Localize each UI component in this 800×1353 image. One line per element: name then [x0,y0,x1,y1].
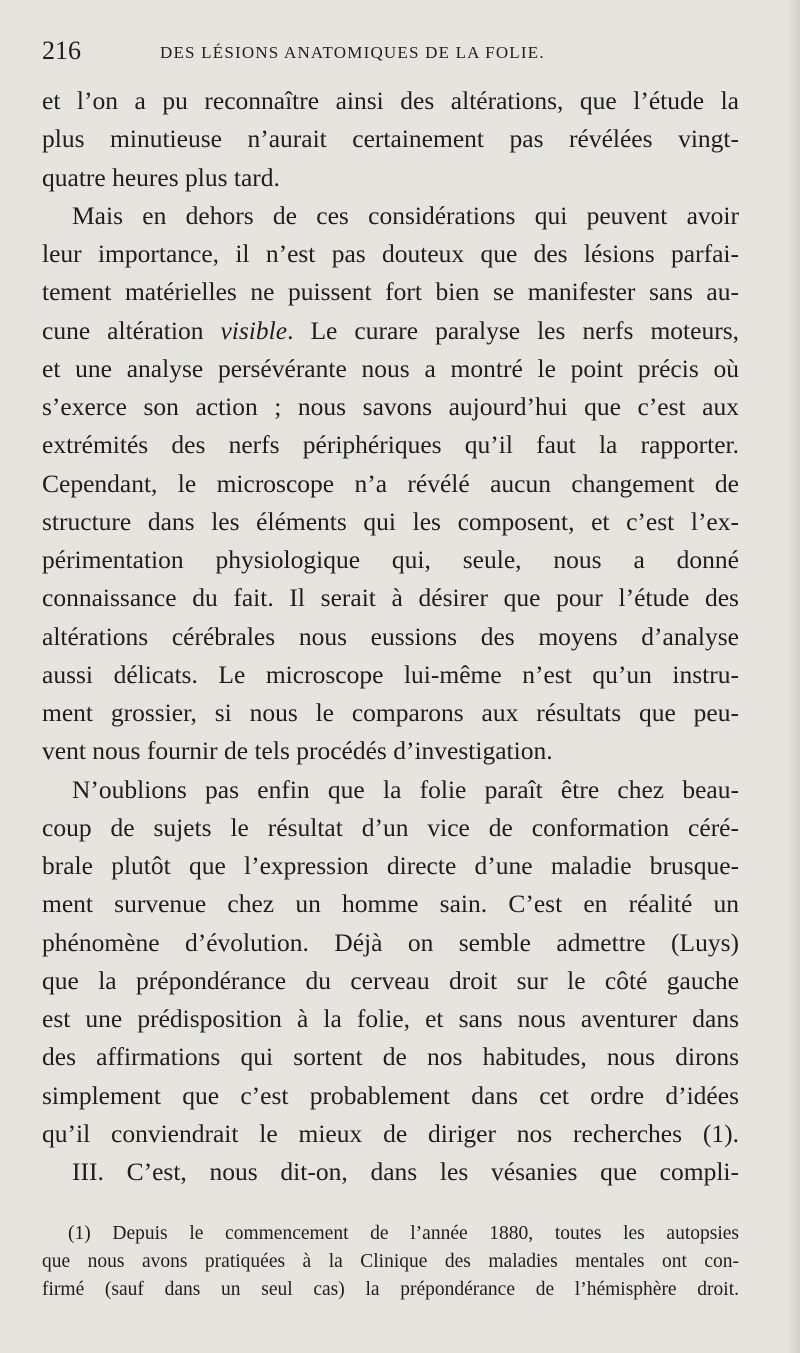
footnote-line: firmé (sauf dans un seul cas) la prépondérance de l’hémisphère droit. [42,1279,739,1300]
footnote-line: que nous avons pratiquées à la Clinique des maladies mentales ont con- [42,1251,739,1272]
text-line: vent nous fournir de tels procédés d’investigation. [42,736,553,766]
text-line: Mais en dehors de ces considérations qui peuvent avoir [72,200,739,230]
text-line: plus minutieuse n’aurait certainement pas révélées vingt- [42,124,739,154]
text-line: et l’on a pu reconnaître ainsi des altérations, que l’étude la [42,86,739,115]
text-line [42,312,739,350]
text-line: coup de sujets le résultat d’un vice de conformation céré- [42,812,739,842]
text-line: extrémités des nerfs périphériques qu’il faut la rapporter. [42,430,739,460]
text-line: périmentation physiologique qui, seule, nous a donné [42,545,739,574]
text-line: ment grossier, si nous le comparons aux résultats que peu- [42,698,739,727]
text-line: ment survenue chez un homme sain. C’est en réalité un [42,889,739,919]
text-line: que la prépondérance du cerveau droit sur le côté gauche [42,965,739,995]
text-line: brale plutôt que l’expression directe d’une maladie brusque- [42,851,739,880]
page-number: 216 [42,36,81,65]
text-line: connaissance du fait. Il serait à désirer que pour l’étude des [42,583,739,613]
text-line: simplement que c’est probablement dans cet ordre d’idées [42,1080,739,1110]
text-line: altérations cérébrales nous eussions des moyens d’analyse [42,621,739,651]
text-line: et une analyse persévérante nous a montré le point précis où [42,353,739,383]
body-text [42,82,739,1191]
footnote [42,1220,739,1304]
text-line: quatre heures plus tard. [42,162,280,192]
text-line: aussi délicats. Le microscope lui-même n’est qu’un instru- [42,659,739,689]
text-line: Cependant, le microscope n’a révélé aucun changement de [42,468,739,498]
footnote-line: (1) Depuis le commencement de l’année 1880, toutes les autopsies [68,1223,739,1244]
text-line: III. C’est, nous dit-on, dans les vésanies que compli- [72,1157,739,1186]
text-line: structure dans les éléments qui les composent, et c’est l’ex- [42,506,739,536]
text-line: leur importance, il n’est pas douteux que des lésions parfai- [42,239,739,268]
page-header [42,36,742,70]
text-line: est une prédisposition à la folie, et sans nous aventurer dans [42,1004,739,1033]
running-title: DES LÉSIONS ANATOMIQUES DE LA FOLIE. [160,43,545,62]
text-run: cune altération [42,315,221,345]
text-line: des affirmations qui sortent de nos habitudes, nous dirons [42,1042,739,1072]
italic-word: visible [220,315,288,345]
text-line: qu’il conviendrait le mieux de diriger nos recherches (1). [42,1118,739,1148]
text-line: N’oublions pas enfin que la folie paraît être chez beau- [72,774,739,804]
text-line: tement matérielles ne puissent fort bien se manifester sans au- [42,277,739,307]
page-edge-shadow [788,0,800,1353]
text-run: . Le curare paralyse les nerfs moteurs, [287,315,739,345]
text-line: s’exerce son action ; nous savons aujourd’hui que c’est aux [42,392,739,421]
text-line: phénomène d’évolution. Déjà on semble admettre (Luys) [42,927,739,957]
